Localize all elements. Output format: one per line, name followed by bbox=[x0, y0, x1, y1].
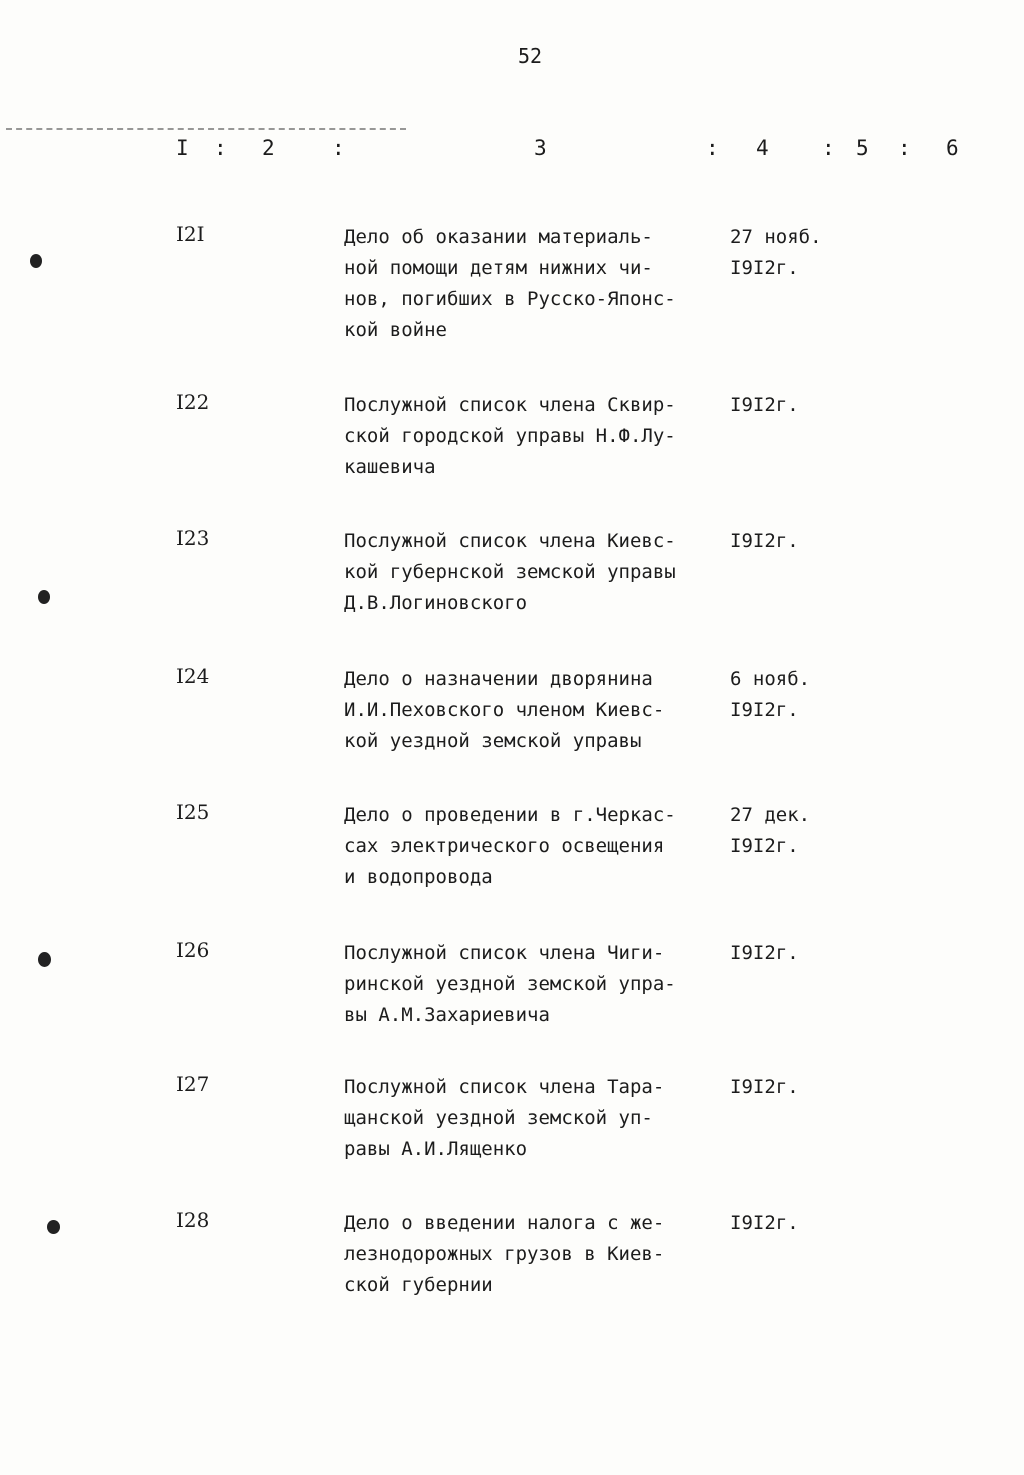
record-title: Послужной список члена Киевс- кой губернской земской управы Д.В.Логиновского bbox=[344, 530, 676, 614]
record-date: I9I2г. bbox=[730, 394, 799, 416]
record-date: 27 нояб. I9I2г. bbox=[730, 226, 822, 279]
column-header-2: 2 bbox=[262, 136, 275, 160]
ink-blot bbox=[47, 1220, 60, 1234]
column-separator: : bbox=[822, 136, 835, 160]
record-title: Дело о введении налога с же- лезнодорожных грузов в Киев- ской губернии bbox=[344, 1212, 665, 1296]
column-separator: : bbox=[332, 136, 345, 160]
record-title: Дело о проведении в г.Черкас- сах электрического освещения и водопровода bbox=[344, 804, 676, 888]
ink-blot bbox=[38, 590, 50, 604]
record-number: I26 bbox=[176, 938, 210, 962]
record-title: Послужной список члена Чиги- ринской уездной земской упра- вы А.М.Захариевича bbox=[344, 942, 676, 1026]
column-separator: : bbox=[214, 136, 227, 160]
header-rule bbox=[6, 128, 406, 130]
column-header-6: 6 bbox=[946, 136, 959, 160]
record-date: I9I2г. bbox=[730, 942, 799, 964]
record-date: I9I2г. bbox=[730, 1212, 799, 1234]
ink-blot bbox=[38, 952, 51, 967]
column-separator: : bbox=[898, 136, 911, 160]
record-date: 27 дек. I9I2г. bbox=[730, 804, 811, 857]
ink-blot bbox=[30, 254, 42, 268]
record-title: Послужной список члена Сквир- ской городской управы Н.Ф.Лу- кашевича bbox=[344, 394, 676, 478]
record-number: I25 bbox=[176, 800, 210, 824]
record-number: I27 bbox=[176, 1072, 210, 1096]
column-header-5: 5 bbox=[856, 136, 869, 160]
record-date: 6 нояб. I9I2г. bbox=[730, 668, 811, 721]
record-number: I23 bbox=[176, 526, 210, 550]
record-title: Дело о назначении дворянина И.И.Пеховского членом Киевс- кой уездной земской управы bbox=[344, 668, 665, 752]
column-header-1: I bbox=[176, 136, 189, 160]
record-date: I9I2г. bbox=[730, 1076, 799, 1098]
column-header-4: 4 bbox=[756, 136, 769, 160]
record-date: I9I2г. bbox=[730, 530, 799, 552]
record-number: I24 bbox=[176, 664, 210, 688]
record-title: Дело об оказании материаль- ной помощи детям нижних чи- нов, погибших в Русско-Японс- кой войне bbox=[344, 226, 676, 341]
page-number: 52 bbox=[518, 44, 543, 68]
record-number: I28 bbox=[176, 1208, 210, 1232]
record-title: Послужной список члена Тара- щанской уездной земской уп- равы А.И.Лященко bbox=[344, 1076, 665, 1160]
record-number: I2I bbox=[176, 222, 205, 246]
column-header-3: 3 bbox=[534, 136, 547, 160]
column-separator: : bbox=[706, 136, 719, 160]
record-number: I22 bbox=[176, 390, 210, 414]
